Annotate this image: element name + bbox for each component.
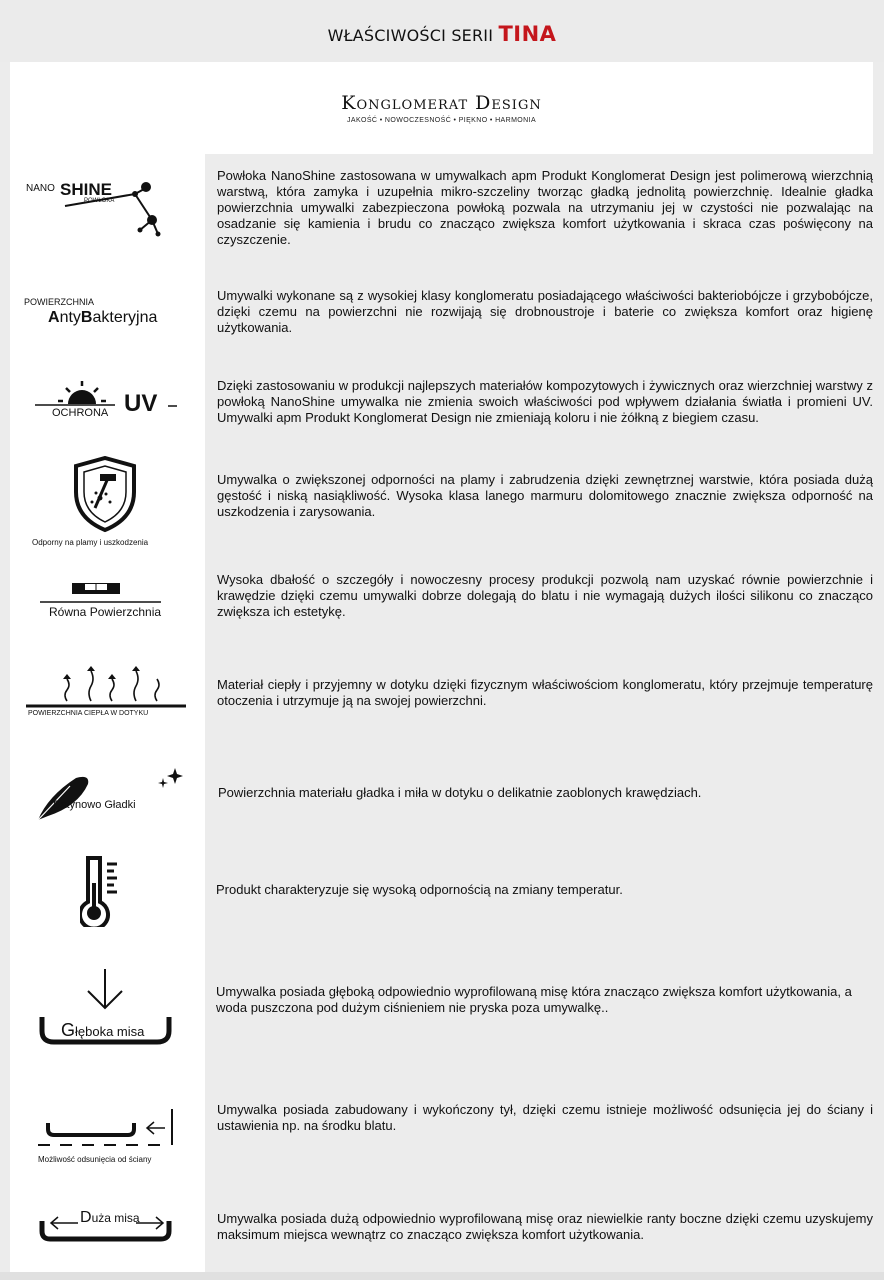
deep-basin-icon: [30, 969, 180, 1059]
feature-sparkle-icon: [30, 764, 190, 824]
wide-basin-icon: [30, 1203, 180, 1248]
feature-text: Umywalka posiada dużą odpowiednio wyprofilowaną misę oraz niewielkie ranty boczne dzięki czemu uzyskujemy maksimum miejsca wewnątrz co znacząco zwiększa komfort użytkowania.: [217, 1211, 873, 1242]
feature-row-odporny: [205, 448, 883, 558]
spirit-level-icon: [30, 580, 170, 625]
brand-tagline: JAKOŚĆ • NOWOCZESNOŚĆ • PIĘKNO • HARMONIA: [346, 117, 537, 124]
feature-row-rowna: [205, 558, 883, 653]
uv-sun-icon: [30, 378, 190, 428]
series-title: [0, 22, 884, 46]
wall-distance-icon: [20, 1105, 190, 1170]
nanoshine-molecule-icon: [20, 168, 185, 238]
brand-logo: [10, 92, 873, 124]
feature-text: Dzięki zastosowaniu w produkcji najlepszych materiałów kompozytowych i żywicznych oraz wierzchniej warstwy z powłoką NanoShine umywalka nie zmienia swoich właściwości pod wpływem działania światła i promieni UV. Umywalki apm Produkt Konglomerat Design nie zmieniają koloru i nie żółkną z biegiem czasu.: [217, 378, 873, 425]
icon-label: Możliwość odsunięcia od ściany: [38, 1155, 152, 1164]
feature-row-antybakteryjna: [205, 268, 883, 358]
feature-text: Materiał ciepły i przyjemny w dotyku dzięki fizycznym właściwościom konglomeratu, który przejmuje temperaturę otoczenia i utrzymuje ją na swojej powierzchni.: [217, 677, 873, 708]
feature-icon-cell: [20, 653, 205, 748]
feature-icon-cell: [20, 843, 205, 953]
icon-label: łęboka misa: [75, 1024, 145, 1039]
feature-text: Wysoka dbałość o szczegóły i nowoczesny procesy produkcji pozwolą nam uzyskać równie powierzchnie i krawędzie dzięki czemu umywalki dobrze dolegają do blatu i nie wymagają dużych ilości silikonu co znacząco zwiększa ich estetykę.: [217, 572, 873, 619]
feature-row-duza: [205, 1203, 883, 1272]
icon-label: POWIERZCHNIA CIEPŁA W DOTYKU: [28, 710, 149, 717]
feature-row-nanoshine: [205, 154, 883, 268]
icon-label: uża misa: [91, 1211, 140, 1225]
feature-icon-cell: [20, 154, 205, 268]
page-header: [0, 0, 884, 62]
page-footer-strip: [0, 1272, 884, 1280]
icon-label: POWŁOKA: [84, 198, 115, 204]
icon-label: UV: [124, 390, 158, 417]
heat-waves-icon: [20, 665, 190, 720]
icon-label: NANO: [26, 183, 55, 194]
icon-label: G: [61, 1020, 76, 1040]
feature-icon-cell: [20, 358, 205, 448]
feature-icon-cell: [20, 558, 205, 653]
icon-label: B: [80, 309, 93, 326]
icon-label: Równa Powierzchnia: [49, 605, 162, 619]
feature-text: Umywalki wykonane są z wysokiej klasy konglomeratu posiadającego właściwości bakteriobójcze i grzybobójcze, dzięki czemu na powierzchni nie rozwijają się drobnoustroje i baterie co zwiększa komfort oraz higienę użytkowania.: [217, 288, 873, 335]
icon-label: nty: [59, 309, 81, 326]
feature-row-uv: [205, 358, 883, 448]
feature-row-gleboka: [205, 953, 883, 1083]
feature-icon-cell: [20, 953, 205, 1083]
feature-row-odsuniecie: [205, 1083, 883, 1203]
thermometer-icon: [80, 855, 140, 927]
icon-label: SHINE: [60, 180, 112, 199]
icon-label: akteryjna: [92, 309, 158, 326]
feature-text: Umywalka posiada głęboką odpowiednio wyprofilowaną misę która znacząco zwiększa komfort użytkowania, a woda puszczona pod dużym ciśnieniem nie pryska poza umywalkę..: [216, 984, 852, 1015]
content-panel: [10, 62, 873, 1272]
feature-icon-cell: [20, 748, 205, 843]
feature-icon-cell: [20, 268, 205, 358]
feature-row-temperatura: [205, 843, 883, 953]
icon-label: OCHRONA: [52, 407, 109, 419]
feature-row-ciepla: [205, 653, 883, 748]
series-title-prefix: WŁAŚCIWOŚCI SERII: [327, 26, 499, 45]
feature-text: Powierzchnia materiału gładka i miła w dotyku o delikatnie zaoblonych krawędziach.: [218, 785, 702, 800]
icon-label: D: [80, 1209, 92, 1226]
brand-name: Konglomerat Design: [341, 92, 542, 114]
feature-icon-cell: [20, 1203, 205, 1272]
feature-text: Umywalka o zwiększonej odporności na plamy i zabrudzenia dzięki zewnętrznej warstwie, która posiada dużą gęstość i niską nasiąkliwość. Wysoka klasa lanego marmuru dolomitowego znacznie zwiększa odporność na uszkodzenia i zarysowania.: [217, 472, 873, 519]
shield-hammer-icon: [20, 456, 190, 551]
feature-icon-cell: [20, 448, 205, 558]
icon-label: A: [48, 309, 60, 326]
feature-icon-cell: [20, 1083, 205, 1203]
feature-text: Umywalka posiada zabudowany i wykończony tył, dzięki czemu istnieje możliwość odsunięcia jej do ściany i ustawienia np. na środku blatu.: [217, 1102, 873, 1133]
icon-label: Odporny na plamy i uszkodzenia: [32, 538, 149, 547]
icon-label: Satynowo Gładki: [53, 799, 136, 811]
icon-label: POWIERZCHNIA: [24, 297, 95, 307]
series-name: TINA: [498, 22, 557, 46]
feature-row-satynowo: [205, 748, 883, 843]
antybakteryjna-icon: [20, 294, 190, 334]
feature-text: Powłoka NanoShine zastosowana w umywalkach apm Produkt Konglomerat Design jest polimerową wierzchnią warstwą, która zamyka i uzupełnia mikro-szczeliny tworząc gładką jednolitą powierzchnię. Idealnie gładka powierzchnia umywalki zabezpieczona powłoką pozwala na utrzymaniu jej w czystości nie pozwalając na osadzanie się kamienia i brudu co znacząco zwiększa komfort użytkowania i skraca czas poświęcony na czyszczenie.: [217, 168, 873, 247]
feature-text: Produkt charakteryzuje się wysoką odpornością na zmiany temperatur.: [216, 882, 623, 897]
